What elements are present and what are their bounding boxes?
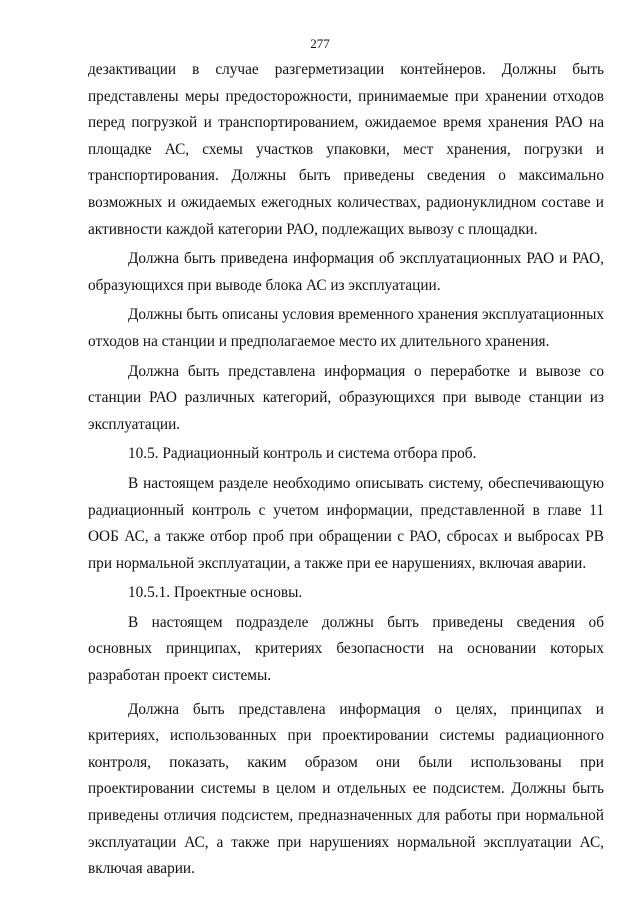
paragraph-operational-rao: Должна быть приведена информация об эксплуатационных РАО и РАО, образующихся при выводе блока АС из эксплуатации.: [88, 250, 604, 294]
document-body: [88, 57, 604, 883]
subsection-heading-10-5-1: 10.5.1. Проектные основы.: [128, 584, 303, 602]
paragraph-processing-removal: Должна быть представлена информация о переработке и вывозе со станции РАО различных категорий, образующихся при выводе станции из эксплуатации.: [88, 362, 604, 433]
paragraph-design-principles: Должна быть представлена информация о целях, принципах и критериях, использованных при проектировании системы радиационного контроля, показать, каким образом они были использованы при проектировании системы в целом и отдельных ее подсистем. Должны быть приведены отличия подсистем, предназначенных для работы при нормальной эксплуатации АС, а также при нарушениях нормальной эксплуатации АС, включая аварии.: [88, 700, 604, 878]
paragraph-rao-storage-continuation: дезактивации в случае разгерметизации контейнеров. Должны быть представлены меры предосторожности, принимаемые при хранении отходов перед погрузкой и транспортированием, ожидаемое время хранения РАО на площадке АС, схемы участков упаковки, мест хранения, погрузки и транспортирования. Должны быть приведены сведения о максимально возможных и ожидаемых ежегодных количествах, радионуклидном составе и активности каждой категории РАО, подлежащих вывозу с площадки.: [88, 61, 604, 238]
paragraph-section-10-5-description: В настоящем разделе необходимо описывать систему, обеспечивающую радиационный контроль с учетом информации, представленной в главе 11 ООБ АС, а также отбор проб при обращении с РАО, сбросах и выбросах РВ при нормальной эксплуатации, а также при ее нарушениях, включая аварии.: [88, 474, 604, 572]
page-number: 277: [310, 36, 330, 51]
paragraph-design-basis: В настоящем подразделе должны быть приведены сведения об основных принципах, критериях безопасности на основании которых разработан проект системы.: [88, 613, 604, 685]
paragraph-temporary-storage: Должны быть описаны условия временного хранения эксплуатационных отходов на станции и предполагаемое место их длительного хранения.: [88, 306, 604, 350]
section-heading-10-5: 10.5. Радиационный контроль и система отбора проб.: [128, 445, 477, 463]
